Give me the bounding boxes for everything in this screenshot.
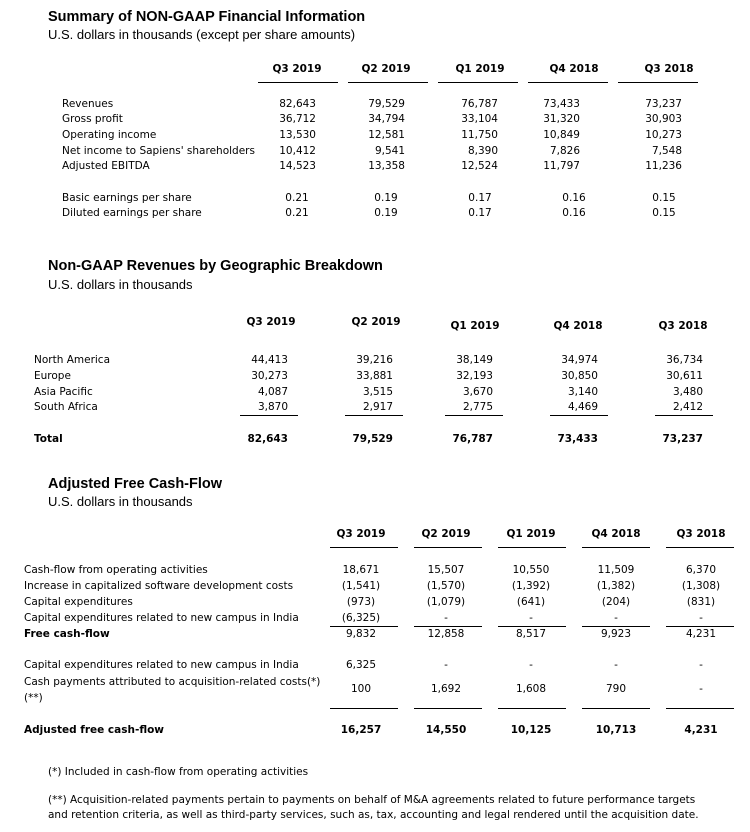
s3-col-q3-2018: Q3 2018	[676, 528, 726, 540]
subtotal-rule	[345, 415, 403, 416]
table-cell: 0.17	[468, 207, 492, 219]
table-cell: 32,193	[456, 370, 493, 382]
table-cell: -	[614, 612, 618, 624]
table-cell: -	[529, 659, 533, 671]
table-cell: 31,320	[543, 113, 580, 125]
table-cell: (1,570)	[426, 580, 466, 592]
table-cell: 73,433	[543, 98, 580, 110]
table-cell: 8,517	[515, 628, 547, 640]
table-cell: 11,509	[597, 564, 635, 576]
subtotal-rule	[666, 626, 734, 627]
subtotal-rule	[582, 626, 650, 627]
s1-header-rule	[258, 82, 338, 83]
table-cell: (1,392)	[511, 580, 551, 592]
table-cell: 10,849	[543, 129, 580, 141]
table-cell: 0.16	[562, 192, 586, 204]
s2-col-q4-2018: Q4 2018	[553, 320, 603, 332]
table-cell: 2,917	[362, 401, 393, 413]
s1-col-q1-2019: Q1 2019	[455, 63, 505, 75]
row-label: Capital expenditures related to new campus in India	[24, 612, 299, 624]
s1-header-rule	[528, 82, 608, 83]
table-cell: 3,140	[567, 386, 598, 398]
summary-subtitle: U.S. dollars in thousands (except per share amounts)	[48, 27, 356, 42]
subtotal-rule	[655, 415, 713, 416]
table-cell: 12,858	[427, 628, 465, 640]
table-cell: 15,507	[427, 564, 465, 576]
subtotal-rule	[498, 626, 566, 627]
total-cell: 82,643	[247, 433, 288, 445]
s3-col-q1-2019: Q1 2019	[506, 528, 556, 540]
s3-header-rule	[582, 547, 650, 548]
table-cell: -	[699, 659, 703, 671]
row-label: Operating income	[62, 129, 157, 141]
row-label: Capital expenditures	[24, 596, 133, 608]
free-cash-flow-label: Free cash-flow	[24, 628, 110, 640]
table-cell: 36,734	[666, 354, 703, 366]
table-cell: 11,750	[461, 129, 498, 141]
s1-header-rule	[618, 82, 698, 83]
table-cell: 14,523	[279, 160, 316, 172]
table-cell: 12,524	[461, 160, 498, 172]
row-label-continued: (**)	[24, 692, 43, 704]
s1-header-rule	[438, 82, 518, 83]
table-cell: 18,671	[342, 564, 380, 576]
s3-col-q3-2019: Q3 2019	[336, 528, 386, 540]
table-cell: 33,881	[356, 370, 393, 382]
table-cell: 11,236	[645, 160, 682, 172]
total-cell: 16,257	[340, 724, 382, 736]
table-cell: 8,390	[467, 145, 498, 157]
table-cell: 790	[605, 683, 627, 695]
table-cell: 3,670	[462, 386, 493, 398]
row-label: Net income to Sapiens' shareholders	[62, 145, 255, 157]
total-cell: 73,237	[662, 433, 703, 445]
table-cell: -	[444, 659, 448, 671]
table-cell: 10,273	[645, 129, 682, 141]
table-cell: (6,325)	[341, 612, 381, 624]
row-label: Basic earnings per share	[62, 192, 192, 204]
row-label: Revenues	[62, 98, 114, 110]
s1-col-q3-2018: Q3 2018	[644, 63, 694, 75]
table-cell: 34,794	[368, 113, 405, 125]
table-cell: (1,382)	[596, 580, 636, 592]
fcf-title: Adjusted Free Cash-Flow	[48, 476, 223, 492]
s3-col-q2-2019: Q2 2019	[421, 528, 471, 540]
table-cell: 4,469	[567, 401, 598, 413]
table-cell: 39,216	[356, 354, 393, 366]
table-cell: 4,087	[257, 386, 288, 398]
total-cell: 76,787	[452, 433, 493, 445]
table-cell: (831)	[686, 596, 716, 608]
table-cell: 30,850	[561, 370, 598, 382]
total-cell: 10,125	[510, 724, 552, 736]
row-label: Capital expenditures related to new campus in India	[24, 659, 299, 671]
subtotal-rule	[498, 708, 566, 709]
row-label: Increase in capitalized software development costs	[24, 580, 294, 592]
row-label: Asia Pacific	[34, 386, 93, 398]
table-cell: 2,412	[672, 401, 703, 413]
row-label: Cash payments attributed to acquisition-related costs(*)	[24, 676, 321, 688]
table-cell: 44,413	[251, 354, 288, 366]
footnote-double-asterisk: (**) Acquisition-related payments pertain to payments on behalf of M&A agreements related to future performance targets	[48, 794, 696, 806]
table-cell: 10,412	[279, 145, 316, 157]
table-cell: 36,712	[279, 113, 316, 125]
table-cell: -	[614, 659, 618, 671]
table-cell: -	[444, 612, 448, 624]
table-cell: 9,923	[600, 628, 632, 640]
table-cell: -	[529, 612, 533, 624]
subtotal-rule	[414, 626, 482, 627]
total-cell: 14,550	[425, 724, 467, 736]
table-cell: 82,643	[279, 98, 316, 110]
s2-col-q3-2018: Q3 2018	[658, 320, 708, 332]
table-cell: 30,273	[251, 370, 288, 382]
s2-col-q2-2019: Q2 2019	[351, 316, 401, 328]
table-cell: -	[699, 683, 703, 695]
footnote-asterisk: (*) Included in cash-flow from operating activities	[48, 766, 309, 778]
subtotal-rule	[666, 708, 734, 709]
subtotal-rule	[414, 708, 482, 709]
table-cell: 33,104	[461, 113, 498, 125]
table-cell: 0.17	[468, 192, 492, 204]
table-cell: 3,480	[672, 386, 703, 398]
table-cell: 0.21	[285, 207, 309, 219]
geo-subtitle: U.S. dollars in thousands	[48, 277, 193, 292]
total-cell: 73,433	[557, 433, 598, 445]
table-cell: 12,581	[368, 129, 405, 141]
total-cell: 10,713	[595, 724, 637, 736]
table-cell: (204)	[601, 596, 631, 608]
table-cell: (1,308)	[681, 580, 721, 592]
table-cell: 76,787	[461, 98, 498, 110]
table-cell: 13,530	[279, 129, 316, 141]
table-cell: 0.19	[374, 192, 398, 204]
table-cell: 0.21	[285, 192, 309, 204]
s3-header-rule	[330, 547, 398, 548]
table-cell: (1,541)	[341, 580, 381, 592]
row-label: Diluted earnings per share	[62, 207, 202, 219]
subtotal-rule	[582, 708, 650, 709]
table-cell: 38,149	[456, 354, 493, 366]
row-label: Gross profit	[62, 113, 123, 125]
summary-title: Summary of NON-GAAP Financial Information	[48, 9, 366, 25]
table-cell: 7,548	[651, 145, 682, 157]
table-cell: 10,550	[512, 564, 550, 576]
table-cell: (973)	[346, 596, 376, 608]
table-cell: 2,775	[462, 401, 493, 413]
subtotal-rule	[330, 626, 398, 627]
s2-col-q3-2019: Q3 2019	[246, 316, 296, 328]
table-cell: 30,903	[645, 113, 682, 125]
table-cell: (1,079)	[426, 596, 466, 608]
subtotal-rule	[550, 415, 608, 416]
table-cell: 0.16	[562, 207, 586, 219]
table-cell: 11,797	[543, 160, 580, 172]
total-label: Total	[34, 433, 63, 445]
table-cell: 0.15	[652, 192, 676, 204]
s1-header-rule	[348, 82, 428, 83]
row-label: Adjusted EBITDA	[62, 160, 150, 172]
row-label: Europe	[34, 370, 71, 382]
s3-header-rule	[666, 547, 734, 548]
table-cell: 7,826	[549, 145, 580, 157]
table-cell: 6,325	[345, 659, 377, 671]
row-label: South Africa	[34, 401, 98, 413]
table-cell: 0.19	[374, 207, 398, 219]
table-cell: 79,529	[368, 98, 405, 110]
subtotal-rule	[330, 708, 398, 709]
total-cell: 79,529	[352, 433, 393, 445]
table-cell: 30,611	[666, 370, 703, 382]
table-cell: 9,541	[374, 145, 405, 157]
table-cell: 34,974	[561, 354, 598, 366]
s1-col-q2-2019: Q2 2019	[361, 63, 411, 75]
s1-col-q3-2019: Q3 2019	[272, 63, 322, 75]
table-cell: 13,358	[368, 160, 405, 172]
table-cell: 73,237	[645, 98, 682, 110]
fcf-subtitle: U.S. dollars in thousands	[48, 494, 193, 509]
table-cell: 0.15	[652, 207, 676, 219]
table-cell: -	[699, 612, 703, 624]
table-cell: 4,231	[685, 628, 717, 640]
s3-col-q4-2018: Q4 2018	[591, 528, 641, 540]
table-cell: 6,370	[685, 564, 717, 576]
s3-header-rule	[414, 547, 482, 548]
row-label: North America	[34, 354, 111, 366]
table-cell: 3,870	[257, 401, 288, 413]
geo-title: Non-GAAP Revenues by Geographic Breakdown	[48, 258, 383, 274]
table-cell: 1,608	[515, 683, 547, 695]
row-label: Cash-flow from operating activities	[24, 564, 208, 576]
table-cell: 100	[350, 683, 372, 695]
total-cell: 4,231	[684, 724, 718, 736]
footnote-double-asterisk-cont: and retention criteria, as well as third-party services, such as, tax, accounting and legal rendered until the acquisition date.	[48, 809, 699, 821]
table-cell: (641)	[516, 596, 546, 608]
table-cell: 1,692	[430, 683, 462, 695]
adjusted-fcf-label: Adjusted free cash-flow	[24, 724, 165, 736]
table-cell: 9,832	[345, 628, 377, 640]
subtotal-rule	[445, 415, 503, 416]
s3-header-rule	[498, 547, 566, 548]
subtotal-rule	[240, 415, 298, 416]
s1-col-q4-2018: Q4 2018	[549, 63, 599, 75]
table-cell: 3,515	[362, 386, 393, 398]
s2-col-q1-2019: Q1 2019	[450, 320, 500, 332]
